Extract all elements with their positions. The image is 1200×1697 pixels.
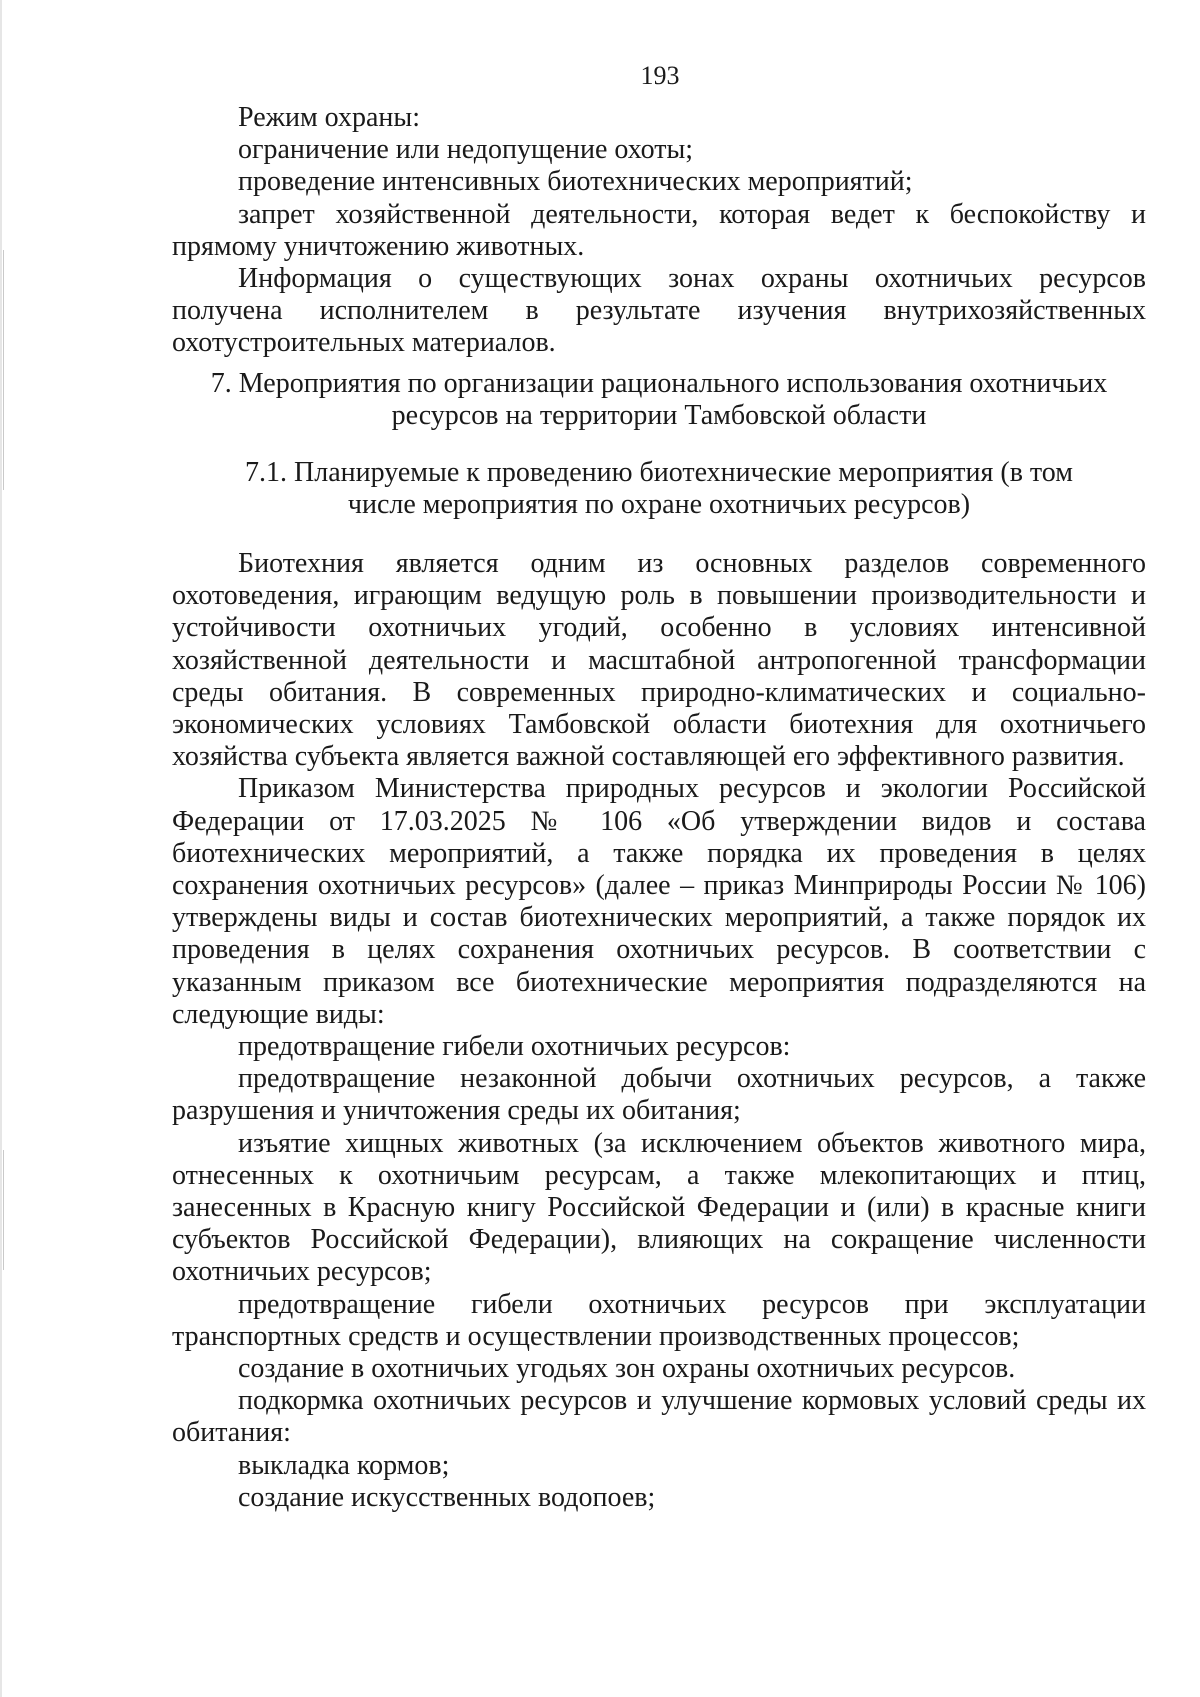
list-item: выкладка кормов; <box>238 1449 450 1481</box>
paragraph: запрет хозяйственной деятельности, которая ведет к беспокойству и прямому уничтожению животных. <box>172 198 1146 262</box>
paragraph: ограничение или недопущение охоты; <box>238 134 694 166</box>
subsection-heading-line: числе мероприятия по охране охотничьих ресурсов) <box>347 489 971 521</box>
list-item: предотвращение незаконной добычи охотничьих ресурсов, а также разрушения и уничтожения среды их обитания; <box>172 1063 1146 1127</box>
text-block-biotechnics <box>172 548 1146 1514</box>
section-heading <box>172 368 1146 432</box>
subsection-heading <box>172 457 1146 521</box>
scan-artifact <box>0 0 2 1697</box>
list-item: предотвращение гибели охотничьих ресурсов при эксплуатации транспортных средств и осуществлении производственных процессов; <box>172 1288 1146 1352</box>
list-item: подкормка охотничьих ресурсов и улучшение кормовых условий среды их обитания: <box>172 1385 1146 1449</box>
paragraph: Приказом Министерства природных ресурсов и экологии Российской Федерации от 17.03.2025 № 106 «Об утверждении видов и состава биотехнических мероприятий, а также порядка их проведения в целях сохранения охотничьих ресурсов» (далее – приказ Минприроды России № 106) утверждены виды и состав биотехнических мероприятий, а также порядок их проведения в целях сохранения охотничьих ресурсов. В соответствии с указанным приказом все биотехнические мероприятия подразделяются на следующие виды: <box>172 773 1146 1030</box>
paragraph: Информация о существующих зонах охраны охотничьих ресурсов получена исполнителем в результате изучения внутрихозяйственных охотустроительных материалов. <box>172 263 1146 359</box>
section-heading-line: ресурсов на территории Тамбовской области <box>391 400 927 432</box>
paragraph: проведение интенсивных биотехнических мероприятий; <box>238 166 913 198</box>
paragraph: Режим охраны: <box>238 102 420 133</box>
page-number: 193 <box>640 61 680 90</box>
subsection-heading-line: 7.1. Планируемые к проведению биотехнические мероприятия (в том <box>245 457 1073 488</box>
list-item: изъятие хищных животных (за исключением объектов животного мира, отнесенных к охотничьим ресурсам, а также млекопитающих и птиц, занесенных в Красную книгу Российской Федерации и (или) в красные книги субъектов Российской Федерации), влияющих на сокращение численности охотничьих ресурсов; <box>172 1127 1146 1288</box>
scan-artifact <box>3 1150 4 1270</box>
paragraph: Биотехния является одним из основных разделов современного охотоведения, играющим ведущую роль в повышении производительности и устойчивости охотничьих угодий, особенно в условиях интенсивной хозяйственной деятельности и масштабной антропогенной трансформации среды обитания. В современных природно-климатических и социально-экономических условиях Тамбовской области биотехния для охотничьего хозяйства субъекта является важной составляющей его эффективного развития. <box>172 548 1146 773</box>
section-heading-line: 7. Мероприятия по организации рационального использования охотничьих <box>210 368 1108 399</box>
list-item: предотвращение гибели охотничьих ресурсов: <box>238 1031 791 1063</box>
text-block-protection-regime <box>172 102 1146 360</box>
list-item: создание искусственных водопоев; <box>238 1481 656 1513</box>
list-item: создание в охотничьих угодьях зон охраны охотничьих ресурсов. <box>238 1353 1016 1385</box>
scan-artifact <box>3 250 4 490</box>
